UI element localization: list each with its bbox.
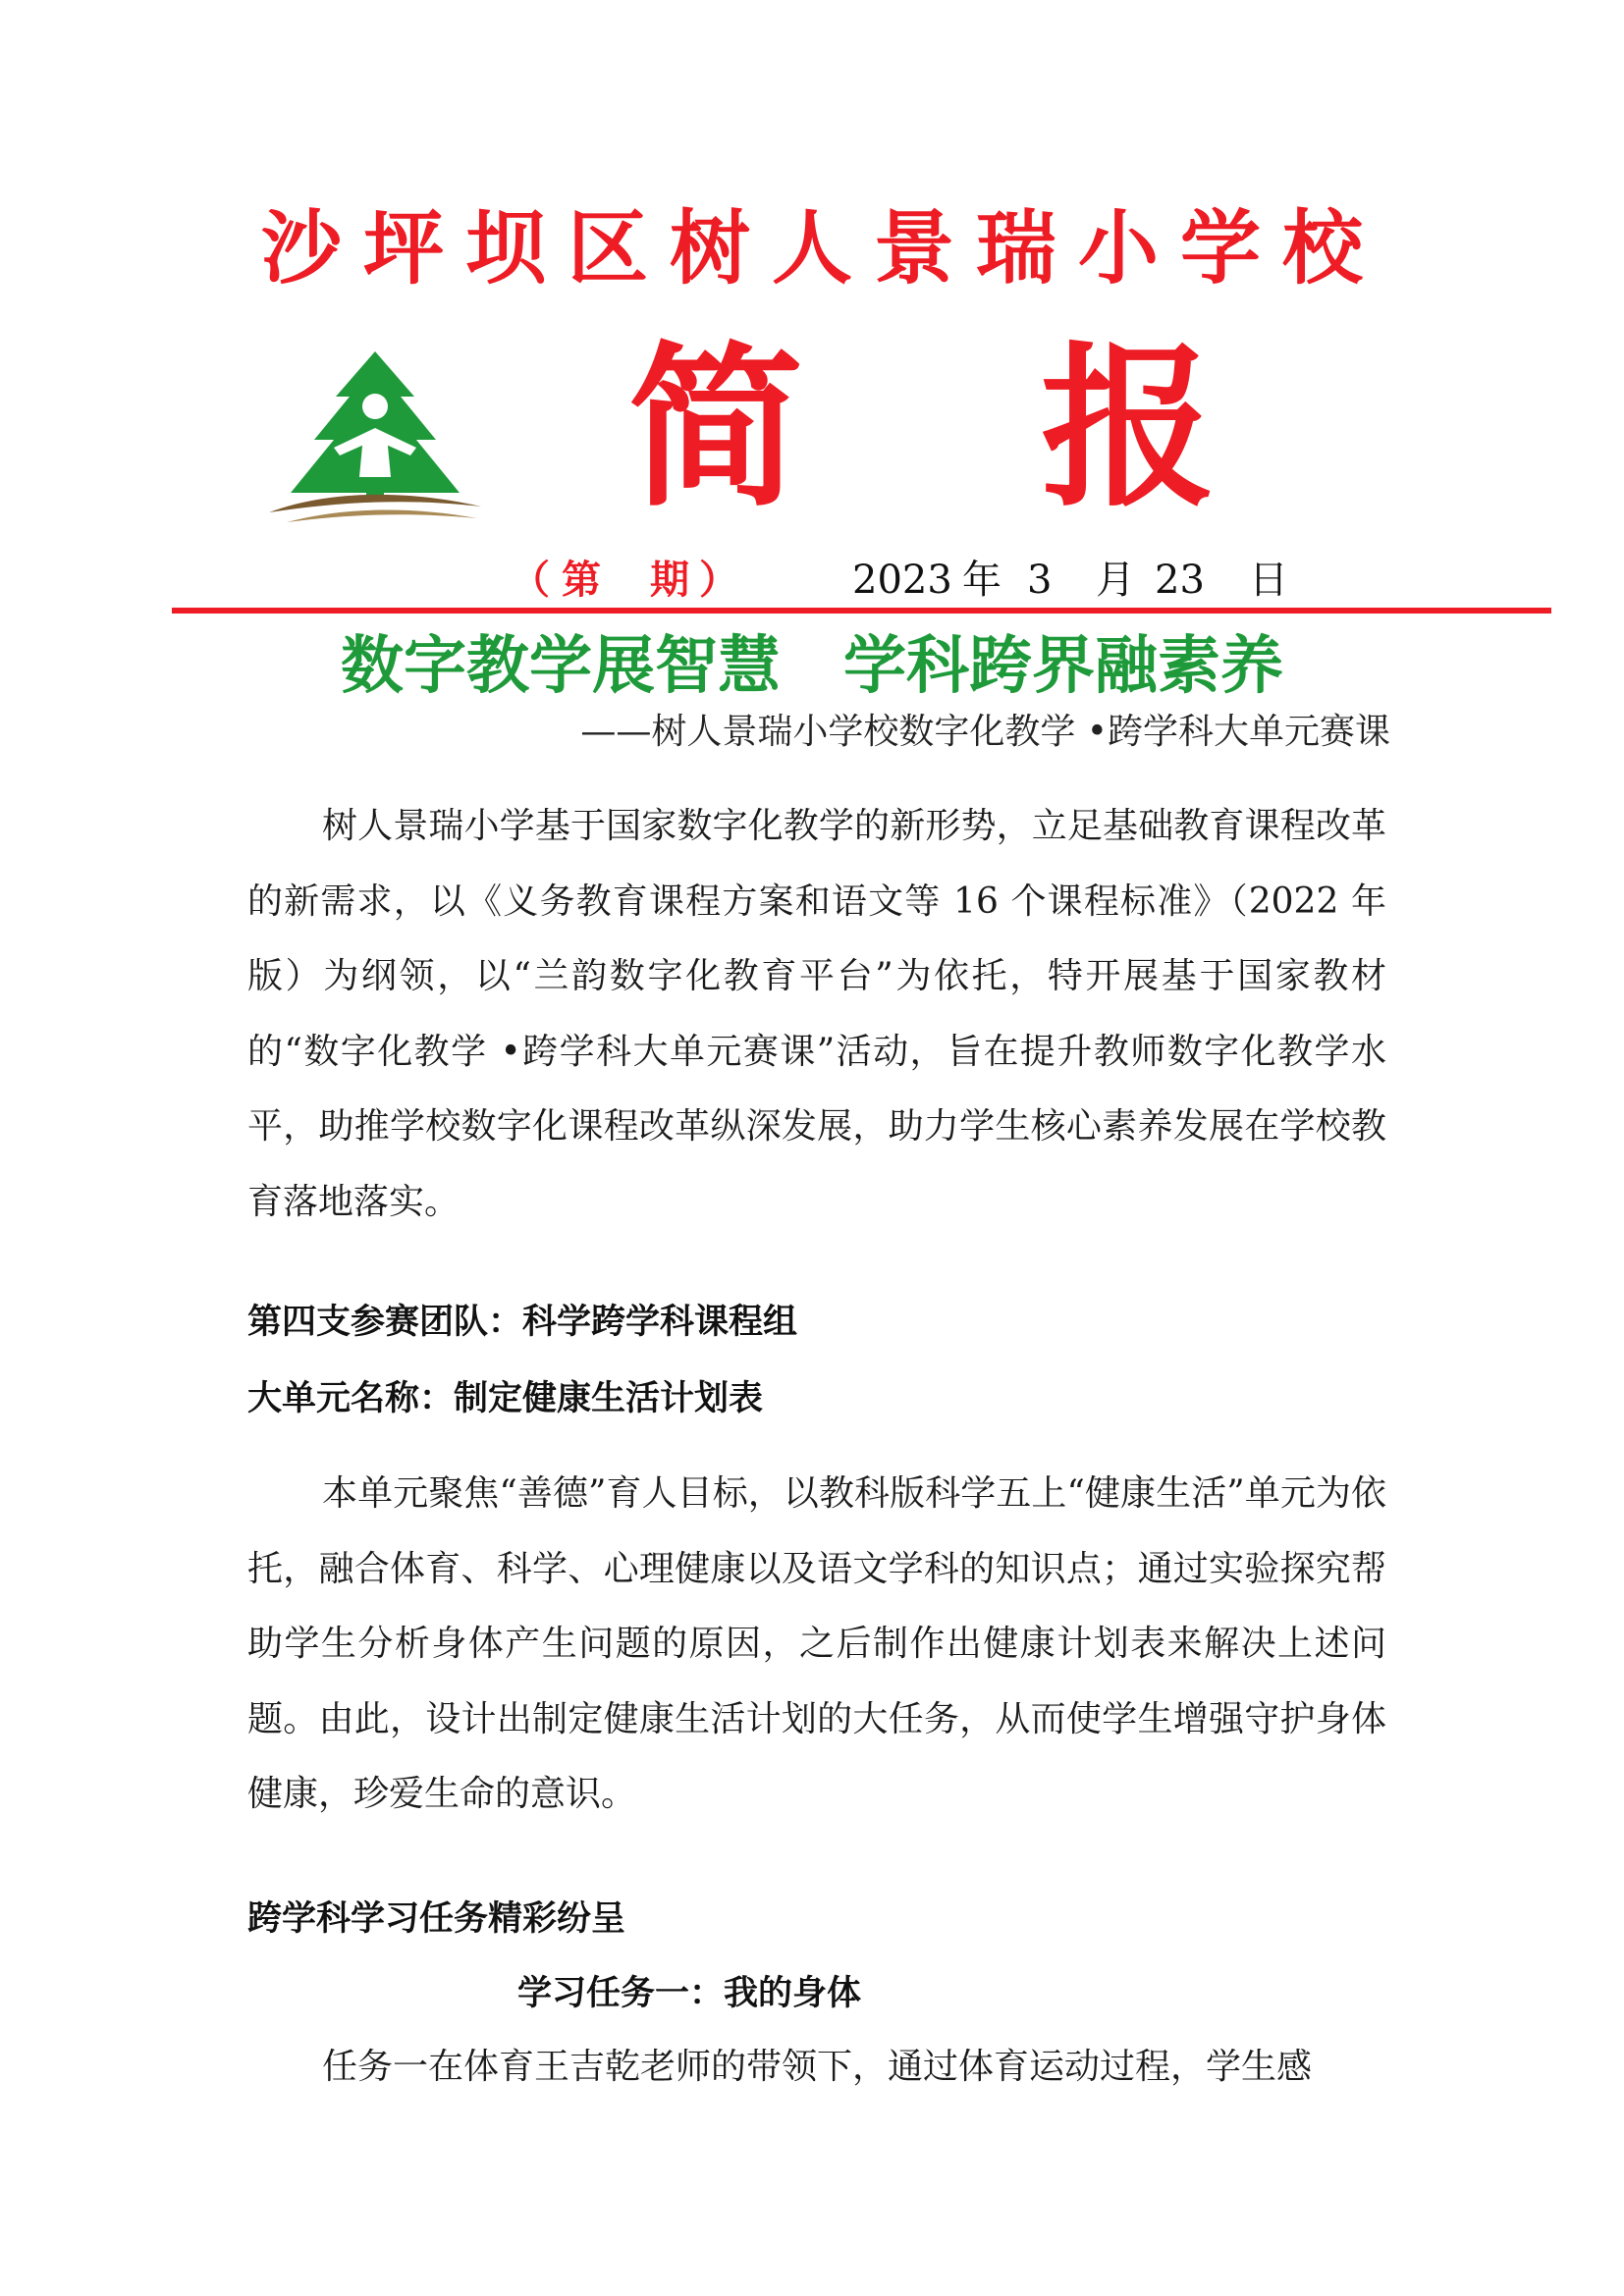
- issue-word-2: 期: [650, 557, 689, 603]
- issue-date-line: [0, 556, 1624, 605]
- unit-heading: 大单元名称：制定健康生活计划表: [247, 1379, 764, 1418]
- issue-year-label: 年: [962, 558, 1001, 603]
- masthead-divider: [172, 608, 1551, 614]
- issue-word-1: 第: [562, 557, 601, 603]
- brief-title-char-1: 简: [628, 327, 803, 530]
- issue-year: 2023: [852, 558, 952, 603]
- team-heading: 第四支参赛团队：科学跨学科课程组: [247, 1303, 798, 1342]
- issue-day-label: 日: [1249, 558, 1288, 603]
- issue-open-paren: （: [511, 557, 550, 603]
- article-title: 数字教学展智慧 学科跨界融素养: [341, 630, 1283, 703]
- task-one-paragraph: 任务一在体育王吉乾老师的带领下，通过体育运动过程，学生感: [322, 2047, 1313, 2087]
- school-tree-logo-icon: [267, 346, 488, 527]
- brief-title-char-2: 报: [1041, 327, 1216, 530]
- intro-paragraph: 树人景瑞小学基于国家数字化教学的新形势，立足基础教育课程改革的新需求，以《义务教育课程方案和语文等 16 个课程标准》（2022 年版）为纲领，以“兰韵数字化教育平台”为依托，特开展基于国家教材的“数字化教学 •跨学科大单元赛课”活动，旨在提升教师数字化教学水平，助推学校数字化课程改革纵深发展，助力学生核心素养发展在学校教育落地落实。: [247, 806, 1386, 1222]
- task-one-heading: 学习任务一：我的身体: [517, 1974, 862, 2013]
- unit-paragraph: 本单元聚焦“善德”育人目标，以教科版科学五上“健康生活”单元为依托，融合体育、科学、心理健康以及语文学科的知识点；通过实验探究帮助学生分析身体产生问题的原因，之后制作出健康计划表来解决上述问题。由此，设计出制定健康生活计划的大任务，从而使学生增强守护身体健康，珍爱生命的意识。: [247, 1473, 1386, 1814]
- issue-close-paren: ）: [699, 557, 738, 603]
- tasks-heading: 跨学科学习任务精彩纷呈: [247, 1899, 626, 1939]
- issue-month-label: 月: [1096, 558, 1135, 603]
- school-name: 沙坪坝区树人景瑞小学校: [260, 201, 1384, 295]
- school-logo: [267, 346, 488, 527]
- issue-day: 23: [1155, 558, 1205, 603]
- issue-month: 3: [1027, 558, 1053, 603]
- article-subtitle: ——树人景瑞小学校数字化教学 •跨学科大单元赛课: [580, 712, 1390, 752]
